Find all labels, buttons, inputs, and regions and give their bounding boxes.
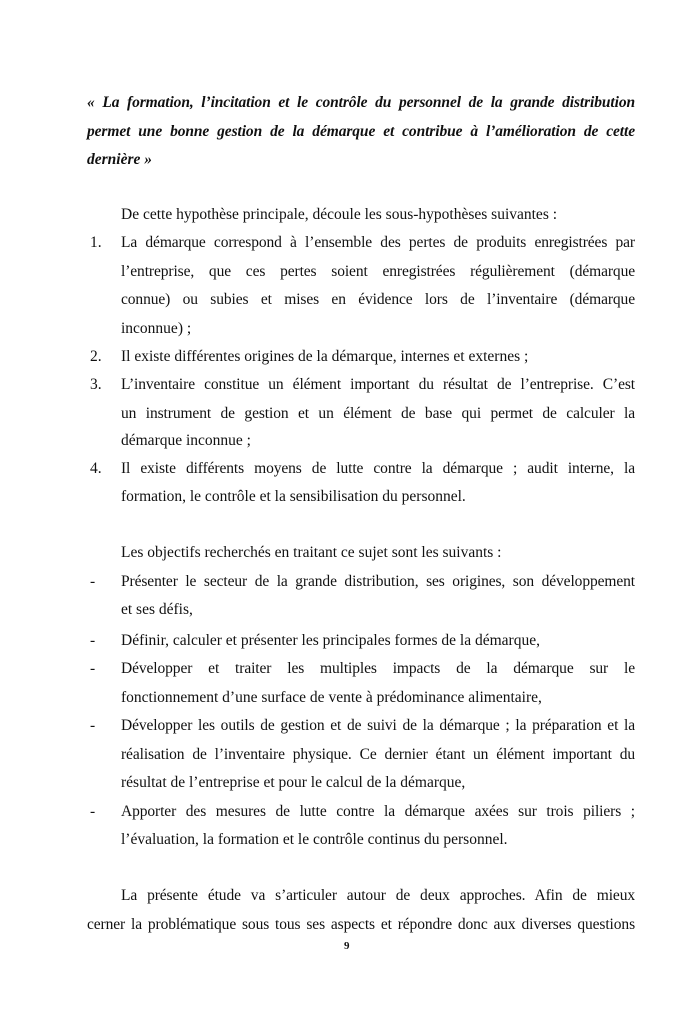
list-line: fonctionnement d’une surface de vente à prédominance alimentaire,: [121, 689, 542, 706]
list-line: Présenter le secteur de la grande distribution, ses origines, son développement: [121, 573, 635, 590]
bullet-dash: -: [90, 717, 96, 734]
objectives-intro: Les objectifs recherchés en traitant ce sujet sont les suivants :: [121, 544, 502, 561]
bullet-dash: -: [90, 803, 96, 820]
list-line: réalisation de l’inventaire physique. Ce dernier étant un élément important du: [121, 746, 635, 763]
list-number: 3.: [90, 376, 102, 393]
list-line: La démarque correspond à l’ensemble des pertes de produits enregistrées par: [121, 234, 635, 251]
list-line: Il existe différentes origines de la démarque, internes et externes ;: [121, 348, 529, 365]
list-line: résultat de l’entreprise et pour le calcul de la démarque,: [121, 774, 466, 791]
list-line: Développer et traiter les multiples impacts de la démarque sur le: [121, 660, 635, 677]
bullet-dash: -: [90, 660, 96, 677]
quote-line: dernière »: [87, 151, 153, 168]
list-number: 1.: [90, 234, 102, 251]
list-line: Définir, calculer et présenter les principales formes de la démarque,: [121, 632, 540, 649]
list-line: L’inventaire constitue un élément important du résultat de l’entreprise. C’est: [121, 376, 635, 393]
paragraph-line: cerner la problématique sous tous ses aspects et répondre donc aux diverses questions: [87, 916, 635, 933]
list-line: inconnue) ;: [121, 320, 192, 337]
list-line: Il existe différents moyens de lutte contre la démarque ; audit interne, la: [121, 460, 635, 477]
quote-line: permet une bonne gestion de la démarque et contribue à l’amélioration de cette: [87, 123, 635, 140]
list-line: l’entreprise, que ces pertes soient enregistrées régulièrement (démarque: [121, 263, 635, 280]
list-line: démarque inconnue ;: [121, 432, 251, 449]
list-line: connue) ou subies et mises en évidence lors de l’inventaire (démarque: [121, 291, 635, 308]
bullet-dash: -: [90, 573, 96, 590]
list-number: 2.: [90, 348, 102, 365]
quote-line: « La formation, l’incitation et le contrôle du personnel de la grande distribution: [87, 94, 635, 111]
list-number: 4.: [90, 460, 102, 477]
list-line: Apporter des mesures de lutte contre la démarque axées sur trois piliers ;: [121, 803, 635, 820]
list-line: l’évaluation, la formation et le contrôle continus du personnel.: [121, 831, 508, 848]
list-line: un instrument de gestion et un élément de base qui permet de calculer la: [121, 405, 635, 422]
list-line: Développer les outils de gestion et de suivi de la démarque ; la préparation et la: [121, 717, 635, 734]
page-number: 9: [344, 940, 350, 952]
bullet-dash: -: [90, 632, 96, 649]
list-line: et ses défis,: [121, 601, 193, 618]
list-line: formation, le contrôle et la sensibilisation du personnel.: [121, 488, 466, 505]
hypotheses-intro: De cette hypothèse principale, découle les sous-hypothèses suivantes :: [121, 206, 558, 223]
paragraph-line: La présente étude va s’articuler autour de deux approches. Afin de mieux: [121, 887, 635, 904]
